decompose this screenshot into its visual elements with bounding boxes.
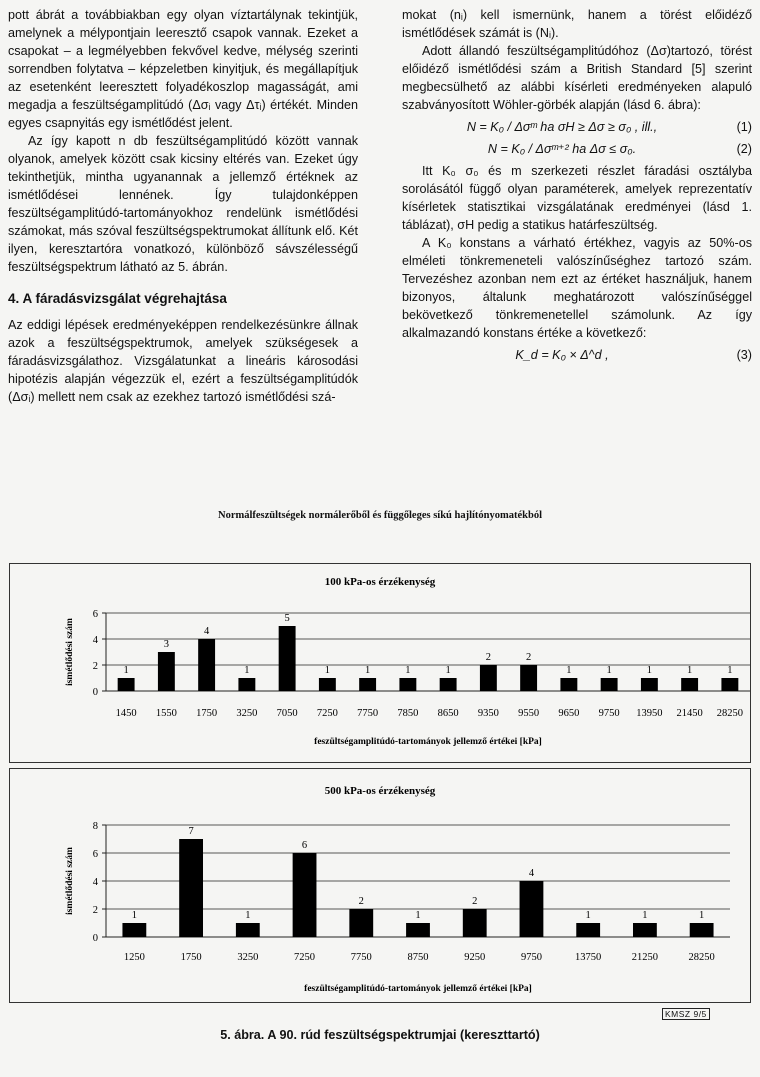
x-tick-label: 8650 (437, 708, 459, 719)
data-label: 1 (699, 910, 705, 921)
y-axis-label: ismétlődési szám (65, 847, 75, 915)
x-tick-label: 9750 (598, 708, 620, 719)
y-tick-label: 0 (92, 933, 98, 944)
equation-1 (402, 118, 752, 136)
data-label: 1 (687, 665, 693, 676)
equation-2-number: (2) (736, 142, 752, 156)
y-tick-label: 4 (92, 877, 98, 888)
figure-top-caption: Normálfeszültségek normálerőből és függőleges síkú hajlítónyomatékból (217, 510, 543, 521)
bar (463, 909, 487, 937)
section-heading: 4. A fáradásvizsgálat végrehajtása (8, 291, 227, 306)
chart-title: 100 kPa-os érzékenység (324, 576, 436, 588)
bar (690, 923, 714, 937)
bar (238, 678, 255, 691)
chart-500kpa (9, 768, 751, 1003)
x-tick-label: 13750 (575, 952, 602, 963)
bar (122, 923, 146, 937)
equation-3-body: K_d = K₀ × Δ^d , (515, 348, 609, 362)
data-label: 6 (301, 840, 308, 851)
x-tick-label: 9350 (477, 708, 499, 719)
x-tick-label: 21250 (631, 952, 659, 963)
x-tick-label: 28250 (716, 708, 743, 719)
bar (721, 678, 738, 691)
bar (349, 909, 373, 937)
x-tick-label: 7850 (397, 708, 419, 719)
data-label: 2 (358, 896, 364, 907)
x-tick-label: 7250 (316, 708, 338, 719)
bar (118, 678, 135, 691)
x-tick-label: 13950 (636, 708, 663, 719)
bar (681, 678, 698, 691)
y-tick-label: 8 (92, 821, 98, 832)
data-label: 1 (244, 665, 250, 676)
chart-100kpa (9, 563, 751, 763)
x-tick-label: 1450 (115, 708, 137, 719)
data-label: 2 (485, 652, 491, 663)
bar (601, 678, 618, 691)
x-tick-label: 9550 (518, 708, 540, 719)
x-tick-label: 7050 (276, 708, 298, 719)
data-label: 1 (642, 910, 648, 921)
data-label: 2 (472, 896, 478, 907)
x-tick-label: 7750 (357, 708, 379, 719)
figure-caption: 5. ábra. A 90. rúd feszültségspektrumjai (kereszttartó) (220, 1028, 540, 1042)
data-label: 1 (123, 665, 129, 676)
data-label: 2 (526, 652, 532, 663)
data-label: 1 (445, 665, 451, 676)
bar (560, 678, 577, 691)
x-tick-label: 1750 (180, 952, 202, 963)
data-label: 1 (566, 665, 572, 676)
y-tick-label: 2 (92, 905, 98, 916)
x-tick-label: 9250 (464, 952, 486, 963)
equation-2-body: N = K₀ / Δσᵐ⁺² ha Δσ ≤ σ₀. (487, 142, 637, 156)
x-tick-label: 9750 (520, 952, 542, 963)
y-tick-label: 6 (92, 609, 98, 620)
x-tick-label: 21450 (676, 708, 703, 719)
y-tick-label: 2 (92, 661, 98, 672)
bar (480, 665, 497, 691)
x-tick-label: 3250 (237, 952, 259, 963)
data-label: 1 (365, 665, 371, 676)
equation-3 (402, 346, 752, 364)
left-column (8, 6, 358, 406)
chart-500kpa-svg (10, 769, 750, 1002)
data-label: 1 (131, 910, 137, 921)
x-tick-label: 8750 (407, 952, 429, 963)
bar (641, 678, 658, 691)
chart-100kpa-svg (10, 564, 750, 762)
data-label: 5 (284, 613, 290, 624)
equation-1-number: (1) (736, 120, 752, 134)
bar (399, 678, 416, 691)
bar (279, 626, 296, 691)
data-label: 1 (646, 665, 652, 676)
x-tick-label: 7750 (350, 952, 372, 963)
chart-title: 500 kPa-os érzékenység (324, 785, 436, 797)
right-column (402, 6, 752, 368)
x-tick-label: 1550 (155, 708, 177, 719)
bar (440, 678, 457, 691)
equation-2 (402, 140, 752, 158)
data-label: 1 (415, 910, 421, 921)
right-paragraph-3: Itt K₀ σ₀ és m szerkezeti részlet fáradási osztályba sorolásától függő olyan paraméterek, amelyek reprezentatív kísérletek statisztikai vizsgálatának eredményei (lásd 1. táblázat), σH pedig a statikus határfeszültség. (402, 164, 752, 232)
bar (179, 839, 203, 937)
left-paragraph-2: Az így kapott n db feszültségamplitúdó között vannak olyanok, amelyek között csak kicsiny eltérés van. Ezeket úgy tekinthetjük, mintha ugyanannak a jellemző értéknek az ismétlődései lennének. Így tulajdonképpen feszültségamplitúdó-tartományokhoz rendelünk ismétlődési számokat, más szóval feszültségspektrumokat állítunk elő. Két ilyen, keresztartóra vonatkozó, különböző sávszélességű feszültségspektrum látható az 5. ábrán. (8, 134, 358, 274)
y-tick-label: 0 (92, 687, 98, 698)
data-label: 1 (727, 665, 733, 676)
data-label: 1 (405, 665, 411, 676)
x-tick-label: 1250 (123, 952, 145, 963)
bar (198, 639, 215, 691)
bar (576, 923, 600, 937)
bar (633, 923, 657, 937)
bar (158, 652, 175, 691)
journal-stamp: KMSZ 9/5 (662, 1008, 710, 1020)
data-label: 3 (163, 639, 169, 650)
bar (520, 881, 544, 937)
y-tick-label: 6 (92, 849, 98, 860)
left-paragraph-1: pott ábrát a továbbiakban egy olyan víztartálynak tekintjük, amelynek a mélypontjain leeresztő csapok vannak. Ezeket a csapokat – a legmélyebben fekvővel kedve, mélység szerinti sorrendben folytatva – képzeletben kinyitjuk, és megállapítjuk az esetenként leeresztett folyadékoszlop magasságát, ami megadja a feszültségamplitúdó (Δσᵢ vagy Δτᵢ) értékét. Minden egyes csapnyitás egy ismétlődést jelent. (8, 8, 358, 130)
bar (236, 923, 260, 937)
x-tick-label: 1750 (196, 708, 218, 719)
bar (520, 665, 537, 691)
bar (359, 678, 376, 691)
x-tick-label: 9650 (558, 708, 580, 719)
bar (406, 923, 430, 937)
data-label: 1 (245, 910, 251, 921)
data-label: 1 (324, 665, 330, 676)
data-label: 4 (528, 868, 535, 879)
x-tick-label: 7250 (294, 952, 316, 963)
y-tick-label: 4 (92, 635, 98, 646)
data-label: 4 (204, 626, 210, 637)
y-axis-label: ismétlődési szám (65, 618, 75, 686)
left-paragraph-3: Az eddigi lépések eredményeképpen rendelkezésünkre állnak azok a feszültségspektrumok, amelyek szükségesek a fáradásvizsgálathoz. Vizsgálatunkat a lineáris károsodási hipotézis alapján végezzük el, ezért a feszültségamplitúdók (Δσᵢ) mellett nem csak az ezekhez tartozó ismétlődési szá- (8, 318, 358, 404)
data-label: 7 (188, 826, 194, 837)
right-paragraph-4: A K₀ konstans a várható értékhez, vagyis az 50%-os elméleti tönkremeneteli valószínűséghez tartozó szám. Tervezéshez azonban nem ezt az értéket használjuk, hanem bizonyos, általunk meghatározott valószínűséggel bekövetkező tönkremenetellel számolunk. Az így alkalmazandó konstans értéke a következő: (402, 236, 752, 340)
bar (293, 853, 317, 937)
equation-1-body: N = K₀ / Δσᵐ ha σH ≥ Δσ ≥ σ₀ , ill., (466, 120, 658, 134)
data-label: 1 (585, 910, 591, 921)
x-tick-label: 28250 (688, 952, 715, 963)
data-label: 1 (606, 665, 612, 676)
x-axis-label: feszültségamplitúdó-tartományok jellemző értékei [kPa] (304, 984, 532, 994)
right-paragraph-2: Adott állandó feszültségamplitúdóhoz (Δσ)tartozó, törést előidéző ismétlődési szám a British Standard [5] szerint megbecsülhető az alábbi kísérleti eredményeken alapuló szabványosított Wöhler-görbék alapján (lásd 6. ábra): (402, 44, 752, 112)
bar (319, 678, 336, 691)
equation-3-number: (3) (736, 348, 752, 362)
x-axis-label: feszültségamplitúdó-tartományok jellemző értékei [kPa] (314, 737, 542, 747)
right-paragraph-1: mokat (nᵢ) kell ismernünk, hanem a törést előidéző ismétlődések számát is (Nᵢ). (402, 8, 752, 40)
x-tick-label: 3250 (236, 708, 258, 719)
